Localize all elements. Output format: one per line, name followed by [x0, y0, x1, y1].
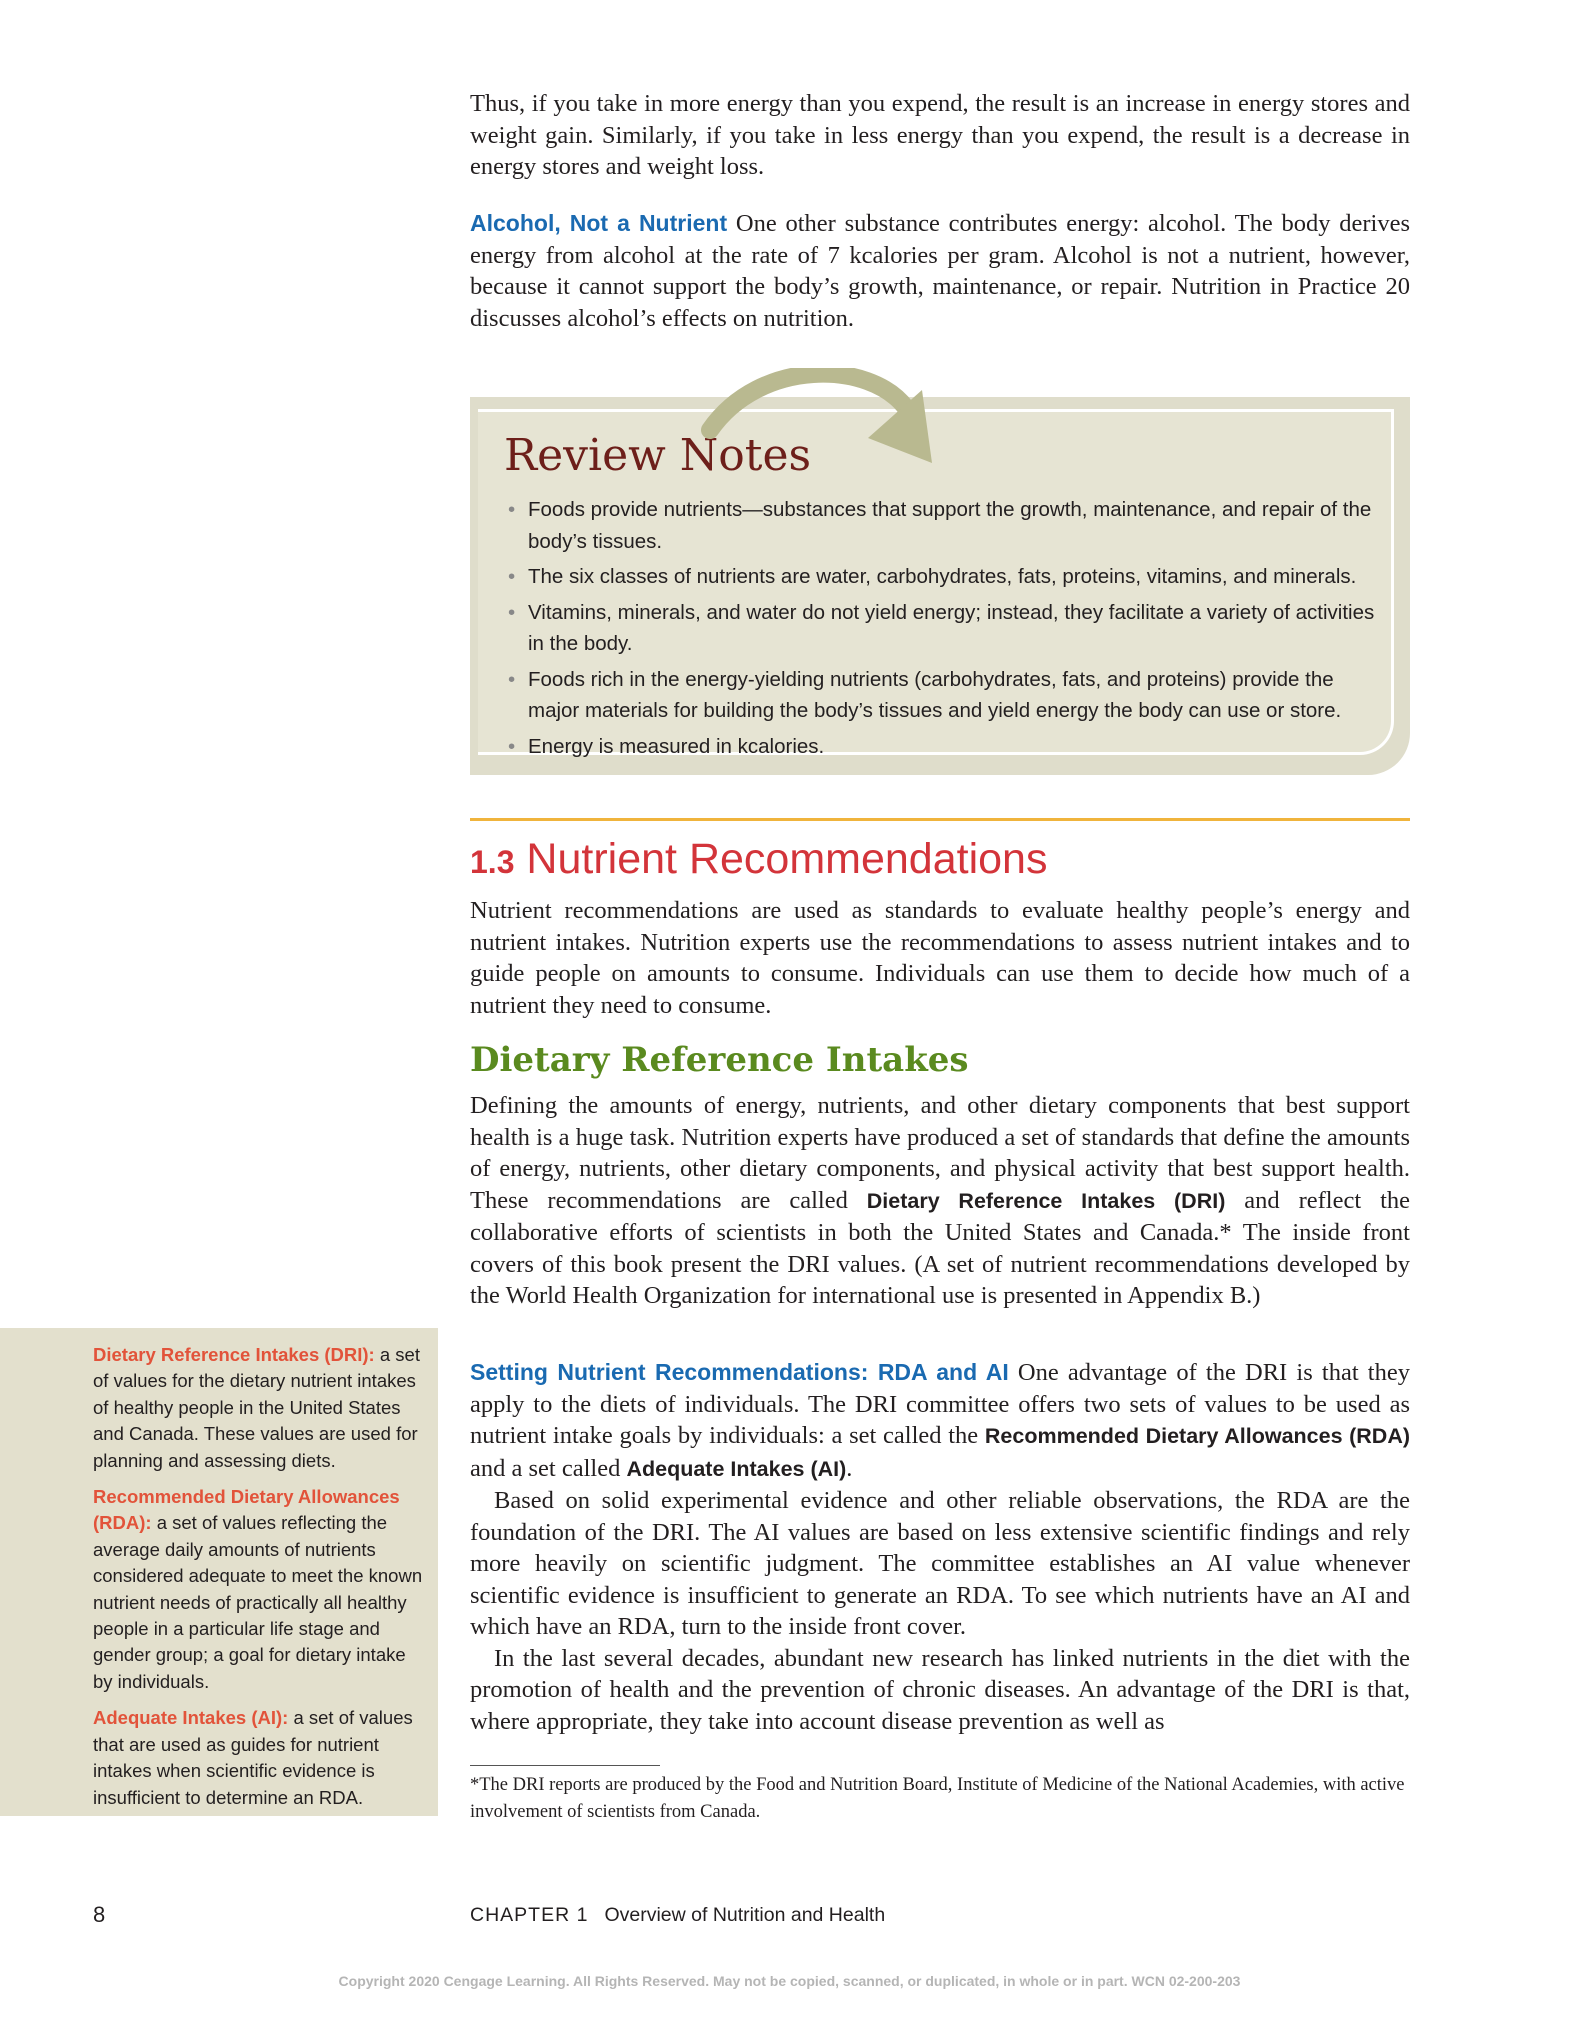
intro-text: Thus, if you take in more energy than you expend, the result is an increase in energy stores and weight gain. Similarly, if you take in less energy than you expend, the result is a decrease in energy stores and weight loss.	[470, 90, 1410, 180]
glossary-entry: Adequate Intakes (AI): a set of values that are used as guides for nutrient intakes when scientific evidence is insufficient to determine an RDA.	[93, 1707, 413, 1808]
review-note-item: • Foods provide nutrients—substances that support the growth, maintenance, and repair of the body’s tissues.	[506, 494, 1386, 557]
footnote: *The DRI reports are produced by the Food and Nutrition Board, Institute of Medicine of the National Academies, with active involvement of scientists from Canada.	[470, 1775, 1405, 1822]
rda-term: Recommended Dietary Allowances (RDA)	[984, 1424, 1411, 1448]
setting-heading: Setting Nutrient Recommendations: RDA and AI	[470, 1359, 1009, 1385]
section-paragraph	[470, 895, 1410, 1021]
intro-paragraph	[470, 88, 1410, 183]
glossary-entry: Dietary Reference Intakes (DRI): a set of values for the dietary nutrient intakes of healthy people in the United States and Canada. These values are used for planning and assessing diets.	[93, 1344, 420, 1471]
curved-arrow-icon	[700, 368, 950, 478]
glossary-entry: Recommended Dietary Allowances (RDA): a set of values reflecting the average daily amounts of nutrients considered adequate to meet the known nutrient needs of practically all healthy people in a particular life stage and gender group; a goal for dietary intake by individuals.	[93, 1486, 423, 1692]
chapter-title: Overview of Nutrition and Health	[604, 1904, 886, 1926]
chapter-label: CHAPTER 1	[470, 1904, 589, 1926]
bullet-icon: •	[508, 734, 516, 758]
dri-heading: Dietary Reference Intakes	[470, 1040, 969, 1080]
bullet-icon: •	[508, 498, 516, 521]
review-notes-title: Review Notes	[504, 430, 812, 481]
review-note-item: • Vitamins, minerals, and water do not yield energy; instead, they facilitate a variety of activities in the body.	[506, 597, 1386, 660]
dri-paragraph: Defining the amounts of energy, nutrients, and other dietary components that best support health is a huge task. Nutrition experts have produced a set of standards that define the amounts of energy, nutrients, other dietary components, and physical activity that best support health. These recommendations are called Dietary Reference Intakes (DRI) and reflect the collaborative efforts of scientists in both the United States and Canada.* The inside front covers of this book present the DRI values. (A set of nutrient recommendations developed by the World Health Organization for international use is presented in Appendix B.)	[470, 1092, 1410, 1309]
review-note-item: • Energy is measured in kcalories.	[506, 731, 1386, 763]
footnote-rule	[470, 1765, 660, 1766]
review-note-item: • The six classes of nutrients are water, carbohydrates, fats, proteins, vitamins, and minerals.	[506, 561, 1386, 593]
dri-term: Dietary Reference Intakes (DRI)	[866, 1188, 1226, 1213]
setting-paragraphs: Setting Nutrient Recommendations: RDA and AI One advantage of the DRI is that they apply to the diets of individuals. The DRI committee offers two sets of values to be used as nutrient intake goals by individuals: a set called the Recommended Dietary Allowances (RDA) and a set called Adequate Intakes (AI). Based on solid experimental evidence and other reliable observations, the RDA are the foundation of the DRI. The AI values are based on less extensive scientific findings and rely more heavily on scientific judgment. The committee establishes an AI value whenever scientific evidence is insufficient to generate an RDA. To see which nutrients have an AI and which have an RDA, turn to the inside front cover. In the last several decades, abundant new research has linked nutrients in the diet with the promotion of health and the prevention of chronic diseases. An advantage of the DRI is that, where appropriate, they take into account disease prevention as well as	[470, 1357, 1410, 1737]
copyright-notice: Copyright 2020 Cengage Learning. All Rights Reserved. May not be copied, scanned, or duplicated, in whole or in part. WCN 02-200-203	[338, 1973, 1241, 1989]
page-number: 8	[93, 1902, 106, 1927]
research-paragraph: In the last several decades, abundant new research has linked nutrients in the diet with the promotion of health and the prevention of chronic diseases. An advantage of the DRI is that, where appropriate, they take into account disease prevention as well as	[470, 1644, 1410, 1735]
section-text: Nutrient recommendations are used as standards to evaluate healthy people’s energy and nutrient intakes. Nutrition experts use the recommendations to assess nutrient intakes and to guide people on amounts to consume. Individuals can use them to decide how much of a nutrient they need to consume.	[470, 897, 1410, 1019]
bullet-icon: •	[508, 565, 516, 588]
ai-term: Adequate Intakes (AI)	[626, 1456, 847, 1481]
bullet-icon: •	[508, 600, 516, 624]
alcohol-text: One other substance contributes energy: alcohol. The body derives energy from alcohol at the rate of 7 kcalories per gram. Alcohol is not a nutrient, however, because it cannot support the body’s growth, maintenance, or repair. Nutrition in Practice 20 discusses alcohol’s effects on nutrition.	[470, 210, 1410, 332]
margin-glossary	[0, 1328, 438, 1816]
review-note-item: • Foods rich in the energy-yielding nutrients (carbohydrates, fats, and proteins) provide the major materials for building the body’s tissues and yield energy the body can use or store.	[506, 664, 1386, 727]
section-title-text: Nutrient Recommendations	[514, 835, 1048, 883]
bullet-icon: •	[508, 667, 516, 691]
section-title	[470, 835, 1047, 884]
review-notes-list	[506, 494, 1386, 766]
section-number: 1.3	[470, 844, 515, 880]
rda-paragraph: Based on solid experimental evidence and other reliable observations, the RDA are the foundation of the DRI. The AI values are based on less extensive scientific findings and rely more heavily on scientific judgment. The committee establishes an AI value whenever scientific evidence is insufficient to generate an RDA. To see which nutrients have an AI and which have an RDA, turn to the inside front cover.	[470, 1487, 1410, 1640]
alcohol-heading: Alcohol, Not a Nutrient	[470, 210, 728, 236]
alcohol-paragraph	[470, 208, 1410, 334]
section-rule	[470, 818, 1410, 821]
running-footer	[470, 1904, 885, 1927]
